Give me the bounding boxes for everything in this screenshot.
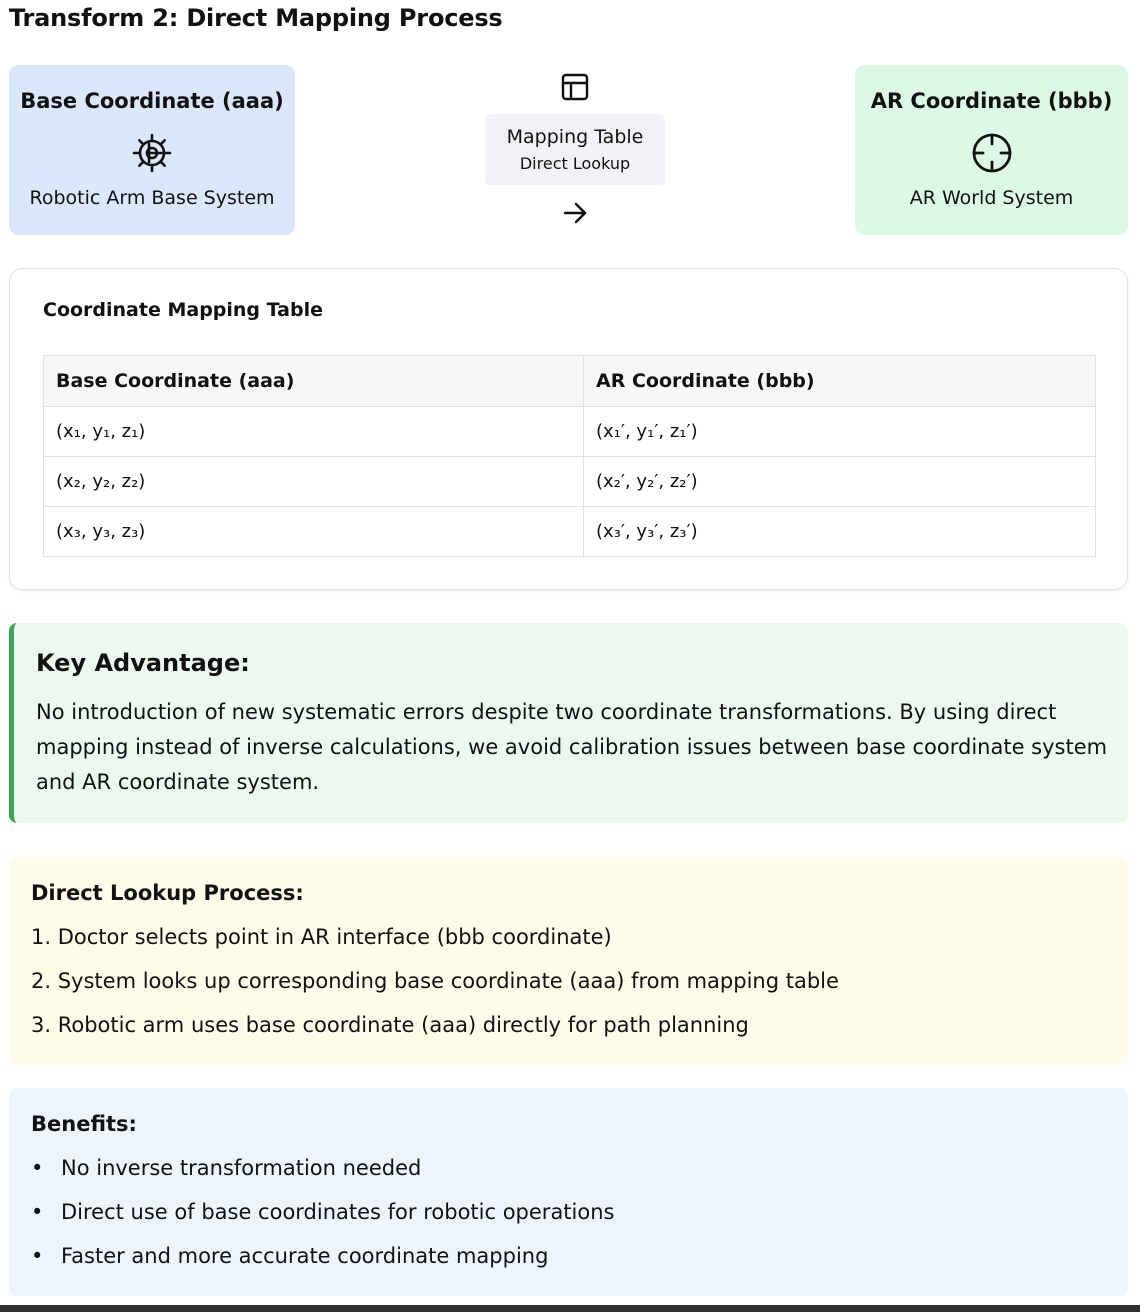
ar-coordinate-title: AR Coordinate (bbb) bbox=[870, 89, 1113, 113]
mapping-table-title: Coordinate Mapping Table bbox=[43, 299, 323, 321]
base-coordinate-cell: (x₁, y₁, z₁) bbox=[44, 407, 584, 457]
mapping-table-label: Mapping Table bbox=[506, 126, 644, 148]
ar-coordinate-subtitle: AR World System bbox=[909, 187, 1074, 209]
table-header-row bbox=[44, 356, 1096, 407]
coordinate-mapping-card bbox=[9, 268, 1128, 590]
base-coordinate-cell: (x₂, y₂, z₂) bbox=[44, 457, 584, 507]
bullet-icon: • bbox=[31, 1156, 44, 1180]
crosshair-icon bbox=[970, 131, 1014, 175]
table-row bbox=[44, 457, 1096, 507]
gear-icon bbox=[130, 131, 174, 175]
benefit-text: Direct use of base coordinates for robotic operations bbox=[61, 1200, 615, 1224]
bullet-icon: • bbox=[31, 1200, 44, 1224]
benefit-text: Faster and more accurate coordinate mapping bbox=[61, 1244, 549, 1268]
benefit-text: No inverse transformation needed bbox=[61, 1156, 422, 1180]
ar-coordinate-cell: (x₃′, y₃′, z₃′) bbox=[584, 507, 1096, 557]
ar-coordinate-cell: (x₂′, y₂′, z₂′) bbox=[584, 457, 1096, 507]
benefits-title: Benefits: bbox=[31, 1112, 137, 1136]
lookup-step: 1. Doctor selects point in AR interface (bbb coordinate) bbox=[31, 925, 612, 949]
direct-lookup-label: Direct Lookup bbox=[519, 154, 631, 173]
header-base-coordinate: Base Coordinate (aaa) bbox=[44, 356, 584, 407]
ar-coordinate-cell: (x₁′, y₁′, z₁′) bbox=[584, 407, 1096, 457]
direct-lookup-title: Direct Lookup Process: bbox=[31, 881, 304, 905]
base-coordinate-title: Base Coordinate (aaa) bbox=[20, 89, 284, 113]
mapping-connector bbox=[485, 68, 665, 233]
ar-coordinate-box bbox=[855, 65, 1128, 235]
base-coordinate-cell: (x₃, y₃, z₃) bbox=[44, 507, 584, 557]
bottom-edge-bar bbox=[0, 1305, 1140, 1312]
direct-lookup-section bbox=[9, 857, 1128, 1065]
page-title: Transform 2: Direct Mapping Process bbox=[9, 4, 503, 32]
benefits-section bbox=[9, 1088, 1128, 1296]
mapping-table-card bbox=[485, 114, 665, 185]
arrow-right-icon bbox=[561, 200, 589, 226]
lookup-step: 3. Robotic arm uses base coordinate (aaa) directly for path planning bbox=[31, 1013, 749, 1037]
key-advantage-title: Key Advantage: bbox=[36, 649, 250, 677]
table-row bbox=[44, 507, 1096, 557]
lookup-step: 2. System looks up corresponding base coordinate (aaa) from mapping table bbox=[31, 969, 839, 993]
header-ar-coordinate: AR Coordinate (bbb) bbox=[584, 356, 1096, 407]
base-coordinate-box bbox=[9, 65, 295, 235]
coordinate-mapping-table bbox=[43, 355, 1096, 557]
base-coordinate-subtitle: Robotic Arm Base System bbox=[29, 187, 275, 209]
key-advantage-callout bbox=[9, 623, 1128, 823]
table-row bbox=[44, 407, 1096, 457]
table-icon bbox=[559, 71, 591, 103]
key-advantage-text: No introduction of new systematic errors despite two coordinate transformations. By using direct mapping instead of inverse calculations, we avoid calibration issues between base coordinate system and AR coordinate system. bbox=[36, 700, 1108, 794]
bullet-icon: • bbox=[31, 1244, 44, 1268]
